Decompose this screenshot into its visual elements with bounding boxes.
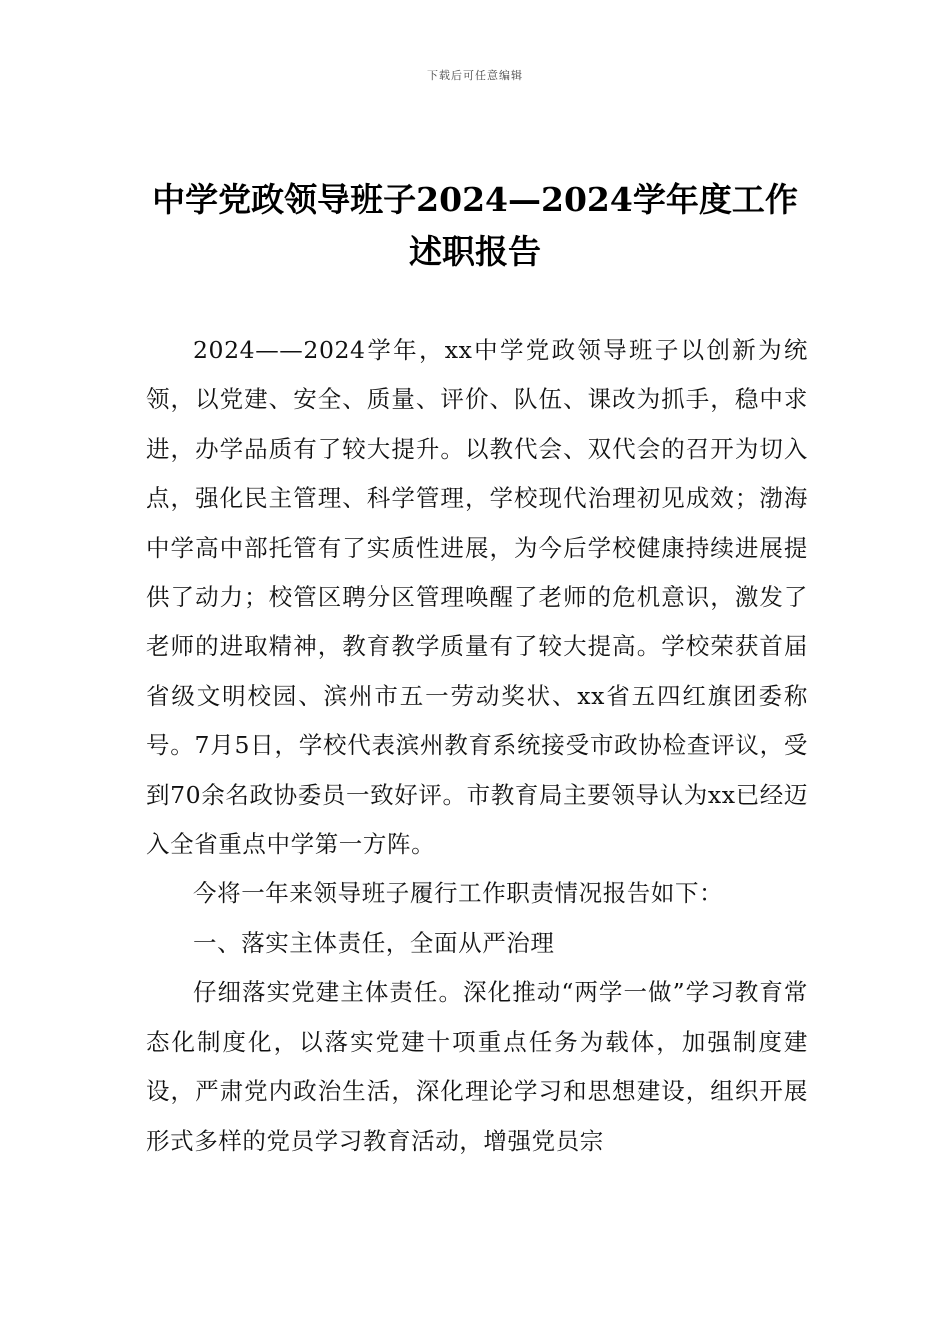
- document-body: [146, 326, 808, 1166]
- title-line-2: 述职报告: [409, 232, 541, 271]
- document-title: [140, 174, 810, 278]
- paragraph-report-lead: 今将一年来领导班子履行工作职责情况报告如下：: [193, 879, 724, 908]
- section-heading-1: 一、落实主体责任，全面从严治理: [193, 928, 555, 957]
- paragraph-section-1: 仔细落实党建主体责任。深化推动“两学一做”学习教育常态化制度化，以落实党建十项重点任务为载体，加强制度建设，严肃党内政治生活，深化理论学习和思想建设，组织开展形式多样的党员学习教育活动，增强党员宗: [146, 978, 808, 1155]
- title-line-1: 中学党政领导班子2024—2024学年度工作: [152, 180, 798, 219]
- header-note: 下载后可任意编辑: [427, 69, 523, 82]
- paragraph-intro: 2024——2024学年，xx中学党政领导班子以创新为统领，以党建、安全、质量、评价、队伍、课改为抓手，稳中求进，办学品质有了较大提升。以教代会、双代会的召开为切入点，强化民主管理、科学管理，学校现代治理初见成效；渤海中学高中部托管有了实质性进展，为今后学校健康持续进展提供了动力；校管区聘分区管理唤醒了老师的危机意识，激发了老师的进取精神，教育教学质量有了较大提高。学校荣获首届省级文明校园、滨州市五一劳动奖状、xx省五四红旗团委称号。7月5日，学校代表滨州教育系统接受市政协检查评议，受到70余名政协委员一致好评。市教育局主要领导认为xx已经迈入全省重点中学第一方阵。: [146, 336, 808, 859]
